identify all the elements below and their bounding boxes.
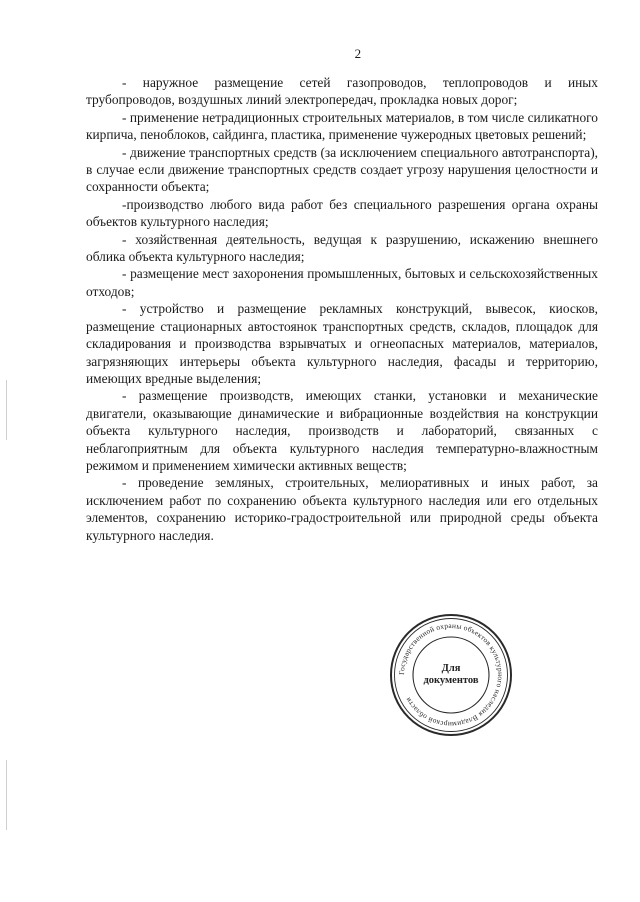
stamp-center-line: документов	[423, 675, 479, 686]
scan-edge-mark	[6, 760, 7, 830]
page-number: 2	[354, 46, 362, 61]
paragraph: - движение транспортных средств (за исключением специального автотранспорта), в случае если движение транспортных средств создает угрозу нарушения целостности и сохранности объекта;	[86, 144, 598, 195]
paragraph: - наружное размещение сетей газопроводов, теплопроводов и иных трубопроводов, воздушных линий электропередач, прокладка новых дорог;	[86, 75, 598, 108]
paragraph: -производство любого вида работ без специального разрешения органа охраны объектов культурного наследия;	[86, 196, 598, 230]
svg-text:Государственной охраны объекто: Государственной охраны объектов культурного наследия Владимирской области	[396, 620, 506, 730]
official-stamp	[388, 612, 514, 738]
paragraph: - размещение производств, имеющих станки, установки и механические двигатели, оказывающие динамические и вибрационные воздействия на конструкции объекта культурного наследия, производств и лабораторий, связанных с неблагоприятным для объекта культурного наследия температурно-влажностным режимом и применением химически активных веществ;	[86, 388, 598, 473]
paragraph: - устройство и размещение рекламных конструкций, вывесок, киосков, размещение стационарных автостоянок транспортных средств, складов, площадок для складирования и производства взрывчатых и огнеопасных материалов, материалов, загрязняющих интерьеры объекта культурного наследия, фасады и территорию, имеющих вредные выделения;	[86, 301, 598, 386]
document-body	[86, 74, 598, 544]
scan-edge-mark	[6, 380, 7, 440]
paragraph: - размещение мест захоронения промышленных, бытовых и сельскохозяйственных отходов;	[86, 266, 598, 299]
paragraph: - хозяйственная деятельность, ведущая к разрушению, искажению внешнего облика объекта культурного наследия;	[86, 231, 598, 265]
paragraph: - проведение земляных, строительных, мелиоративных и иных работ, за исключением работ по сохранению объекта культурного наследия или его отдельных элементов, сохранению историко-градостроительной или природной среды объекта культурного наследия.	[86, 475, 598, 543]
stamp-center-line: Для	[441, 663, 461, 674]
stamp-center-text	[388, 612, 514, 738]
paragraph: - применение нетрадиционных строительных материалов, в том числе силикатного кирпича, пеноблоков, сайдинга, пластика, применение чужеродных цветовых решений;	[86, 109, 598, 143]
